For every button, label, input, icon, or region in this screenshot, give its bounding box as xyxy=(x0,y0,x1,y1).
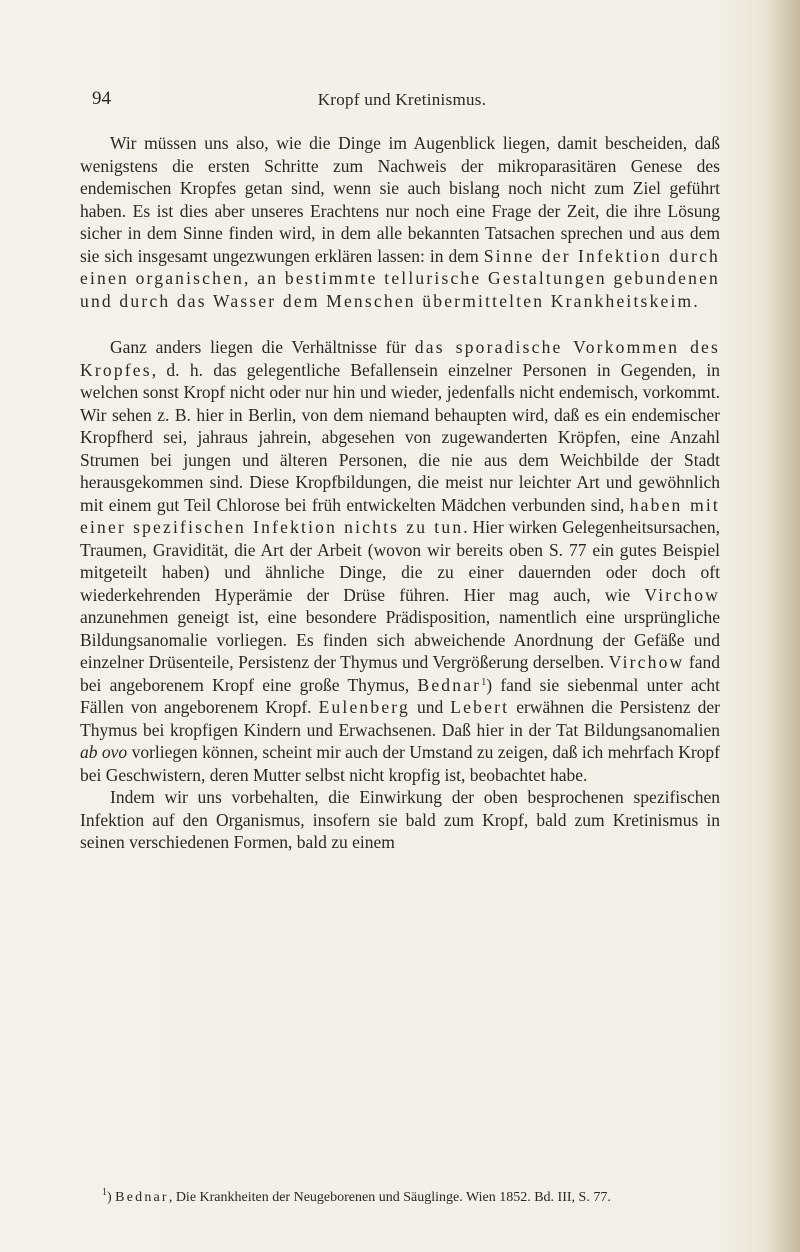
paragraph-2 xyxy=(80,336,720,786)
paragraph-2-text-g: anzunehmen geneigt ist, eine besondere Prädisposition, namentlich eine ursprüngliche Bildungsanomalie vorliegen. Es finden sich abweichende Anordnung der Gefäße und einzelner Drüsenteile, Persistenz der Thymus und Vergrößerung derselben. xyxy=(80,607,720,672)
author-name-virchow-2: Virchow xyxy=(608,652,685,672)
paragraph-1-text: Wir müssen uns also, wie die Dinge im Augenblick liegen, damit bescheiden, daß wenigstens die ersten Schritte zum Nachweis der mikroparasitären Genese des endemischen Kropfes getan sind, wenn sie auch bislang noch nicht zum Ziel geführt haben. Es ist dies aber unseres Erachtens nur noch eine Frage der Zeit, die ihre Lösung sicher in dem Sinne finden wird, in dem alle bekannten Tatsachen sprechen und aus dem sie sich insgesamt ungezwungen erklären lassen: in dem xyxy=(80,133,720,266)
page-number: 94 xyxy=(92,88,111,109)
paragraph-2-text-a: Ganz anders liegen die Verhältnisse für xyxy=(110,337,415,357)
running-head: Kropf und Kretinismus. xyxy=(317,90,487,109)
footnote-reference: 1 xyxy=(481,676,487,688)
footnote-text: $^1$) Bednar, Die Krankheiten der Neugeborenen und Säuglinge. Wien 1852. Bd. III, S. 77. xyxy=(102,1187,611,1205)
body-text xyxy=(80,132,720,854)
latin-phrase: ab ovo xyxy=(80,742,128,762)
paragraph-2-text-i: fand bei angeborenem Kropf eine große Thymus, xyxy=(80,652,720,695)
paragraph-2-text-n: und xyxy=(409,697,451,717)
paragraph-1-spaced-text: Sinne der Infektion durch einen organischen, an bestimmte tellurische Gestaltungen gebundenen und durch das Wasser dem Menschen übermittelten Krankheitskeim. xyxy=(80,245,720,311)
paragraph-1 xyxy=(80,132,720,312)
paragraph-2-text-r: vorliegen können, scheint mir auch der Umstand zu zeigen, daß ich mehrfach Kropf bei Geschwistern, deren Mutter selbst nicht kropfig ist, beobachtet habe. xyxy=(80,742,720,785)
paragraph-3: Indem wir uns vorbehalten, die Einwirkung der oben besprochenen spezifischen Infektion auf den Organismus, insofern sie bald zum Kropf, bald zum Kretinismus in seinen verschiedenen Formen, bald zu einem xyxy=(80,787,720,852)
author-name-virchow: Virchow xyxy=(644,584,720,605)
paragraph-2-text-c: , d. h. das gelegentliche Befallensein einzelner Personen in Gegenden, in welchen sonst Kropf nicht oder nur hin und wieder, jedenfalls nicht endemisch, vorkommt. Wir sehen z. B. hier in Berlin, von dem niemand behaupten wird, daß es ein endemischer Kropfherd sei, jahraus jahrein, abgesehen von zugewanderten Kröpfen, eine Anzahl Strumen bei jungen und älteren Personen, die nie aus dem Weichbilde der Stadt herausgekommen sind. Diese Kropfbildungen, die meist nur leichter Art und gewöhnlich mit einem gut Teil Chlorose bei früh entwickelten Mädchen verbunden sind, xyxy=(80,359,720,515)
page-edge-shadow xyxy=(760,0,800,1252)
author-name-lebert: Lebert xyxy=(450,697,510,717)
footnote-marker: 1 xyxy=(102,1187,107,1198)
author-name-bednar: Bednar xyxy=(417,674,482,695)
paragraph-2-text-p: erwähnen die Persistenz der Thymus bei kropfigen Kindern und Erwachsenen. Daß hier in der Tat Bildungsanomalien xyxy=(80,697,721,740)
paragraph-2-spaced-b: das sporadische Vorkommen des Kropfes xyxy=(80,337,721,380)
paragraph-2-text-e: . Hier wirken Gelegenheitsursachen, Traumen, Gravidität, die Art der Arbeit (wovon wir bereits oben S. 77 ein gutes Beispiel mitgeteilt haben) und ähnliche Dinge, die zu einer dauernden oder doch oft wiederkehrenden Hyperämie der Drüse führen. Hier mag auch, wie xyxy=(80,517,720,605)
footnote xyxy=(80,1188,720,1207)
paragraph-2-spaced-d: haben mit einer spezifischen Infektion nichts zu tun xyxy=(80,494,720,537)
page-header xyxy=(92,88,712,116)
footnote-author: Bednar xyxy=(115,1190,169,1205)
author-name-eulenberg: Eulenberg xyxy=(318,697,410,717)
paragraph-2-text-l: ) fand sie siebenmal unter acht Fällen von angeborenem Kropf. xyxy=(80,674,720,717)
footnote-citation: , Die Krankheiten der Neugeborenen und Säuglinge. Wien 1852. Bd. III, S. 77. xyxy=(168,1190,611,1205)
